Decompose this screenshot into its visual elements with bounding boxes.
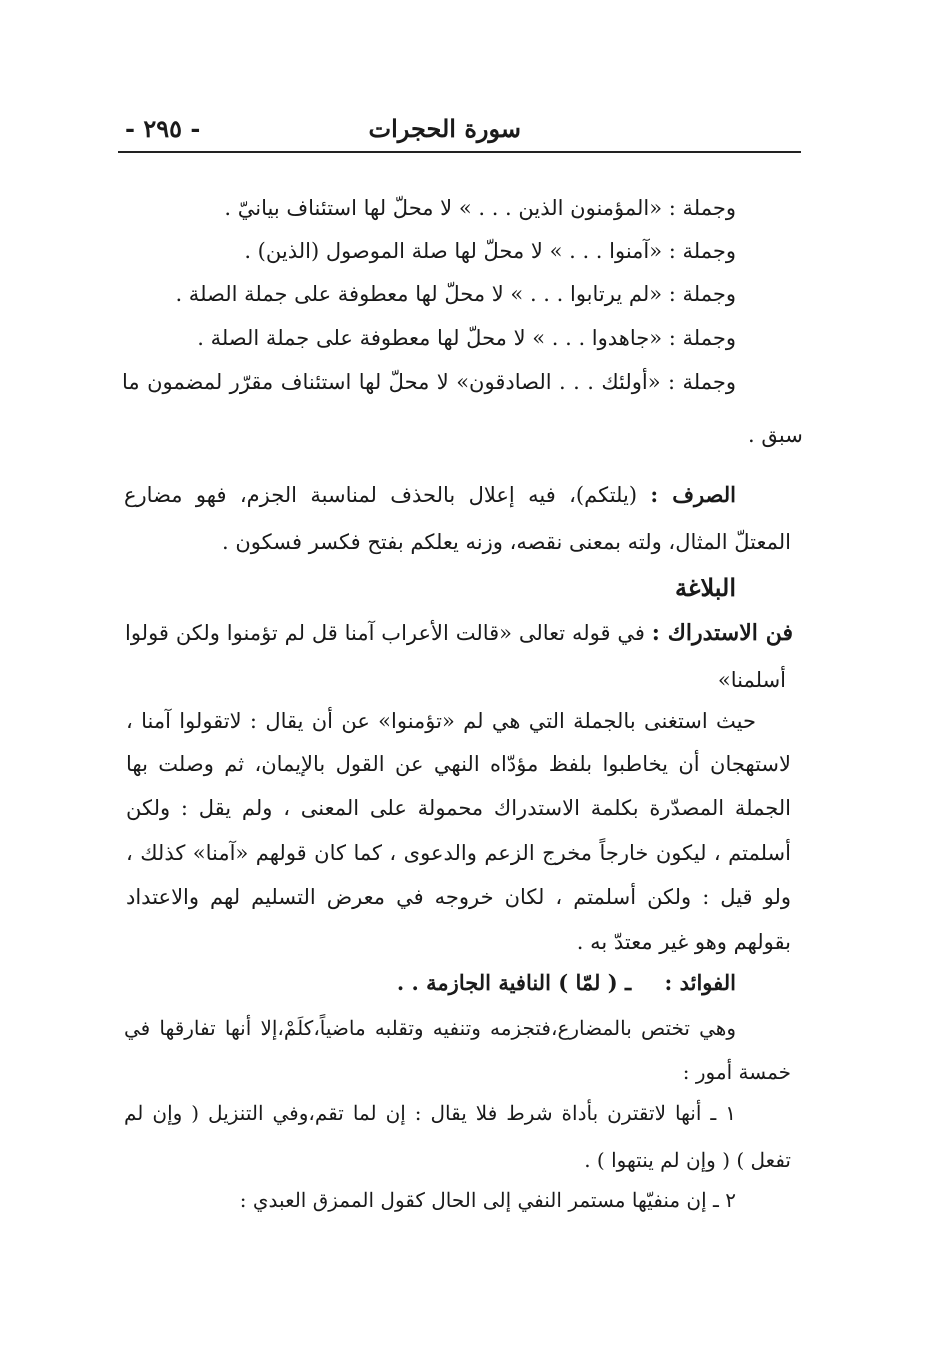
irab-line: وجملة : «جاهدوا . . . » لا محلّ لها معطوفة على جملة الصلة . xyxy=(197,326,736,350)
irab-line: وجملة : «لم يرتابوا . . . » لا محلّ لها معطوفة على جملة الصلة . xyxy=(175,282,736,306)
fawaid-line: تفعل ) ( وإن لم ينتهوا ) . xyxy=(584,1148,791,1172)
fawaid-line: ٢ ـ إن منفيّها مستمر النفي إلى الحال كقول الممزق العبدي : xyxy=(239,1188,736,1212)
balagha-heading: البلاغة xyxy=(675,573,736,602)
fann-line xyxy=(125,618,793,648)
header-rule xyxy=(118,151,801,153)
sarf-paragraph-line xyxy=(124,480,736,510)
sarf-label: الصرف : xyxy=(650,482,736,507)
sarf-text: (يلتكم)، فيه إعلال بالحذف لمناسبة الجزم، فهو مضارع xyxy=(124,483,638,507)
irab-line: وجملة : «المؤمنون الذين . . . » لا محلّ لها استئناف بيانيّ . xyxy=(224,196,736,220)
balagha-para-line: ولو قيل : ولكن أسلمتم ، لكان خروجه في معرض التسليم لهم والاعتداد xyxy=(126,885,791,909)
balagha-para-line: الجملة المصدّرة بكلمة الاستدراك محمولة على المعنى ، ولم يقل : ولكن xyxy=(126,796,791,820)
fawaid-heading-line xyxy=(397,968,736,998)
balagha-para-line: حيث استغنى بالجملة التي هي لم «تؤمنوا» عن أن يقال : لاتقولوا آمنا ، xyxy=(126,709,756,733)
fawaid-line: خمسة أمور : xyxy=(682,1060,791,1084)
fawaid-line: وهي تختص بالمضارع،فتجزمه وتنفيه وتقلبه ماضياً،كلَمْ،إلا أنها تفارقها في xyxy=(124,1016,736,1040)
fawaid-title: ـ ( لمّا ) النافية الجازمة . . xyxy=(396,970,632,995)
surah-title: سورة الحجرات xyxy=(368,114,521,143)
page-number: - ٢٩٥ - xyxy=(125,114,201,143)
fann-text: في قوله تعالى «قالت الأعراب آمنا قل لم تؤمنوا ولكن قولوا xyxy=(125,621,645,645)
fann-label: فن الاستدراك : xyxy=(651,620,793,646)
irab-line: سبق . xyxy=(748,423,803,447)
balagha-para-line: أسلمتم ، ليكون خارجاً مخرج الزعم والدعوى ، كما كان قولهم «آمنا» كذلك ، xyxy=(126,841,791,865)
fawaid-label: الفوائد : xyxy=(664,970,736,995)
fawaid-line: ١ ـ أنها لاتقترن بأداة شرط فلا يقال : إن لما تقم،وفي التنزيل ( وإن لم xyxy=(124,1101,736,1125)
irab-line: وجملة : «أولئك . . . الصادقون» لا محلّ لها استئناف مقرّر لمضمون ما xyxy=(122,370,736,394)
fann-line: أسلمنا» xyxy=(717,668,786,692)
balagha-para-line: لاستهجان أن يخاطبوا بلفظ مؤدّاه النهي عن القول بالإيمان، ثم وصلت بها xyxy=(126,752,791,776)
balagha-para-line: بقولهم وهو غير معتدّ به . xyxy=(576,930,791,954)
sarf-paragraph-line: المعتلّ المثال، ولته بمعنى نقصه، وزنه يعلكم بفتح فكسر فسكون . xyxy=(222,530,791,554)
irab-line: وجملة : «آمنوا . . . » لا محلّ لها صلة الموصول (الذين) . xyxy=(244,239,736,263)
